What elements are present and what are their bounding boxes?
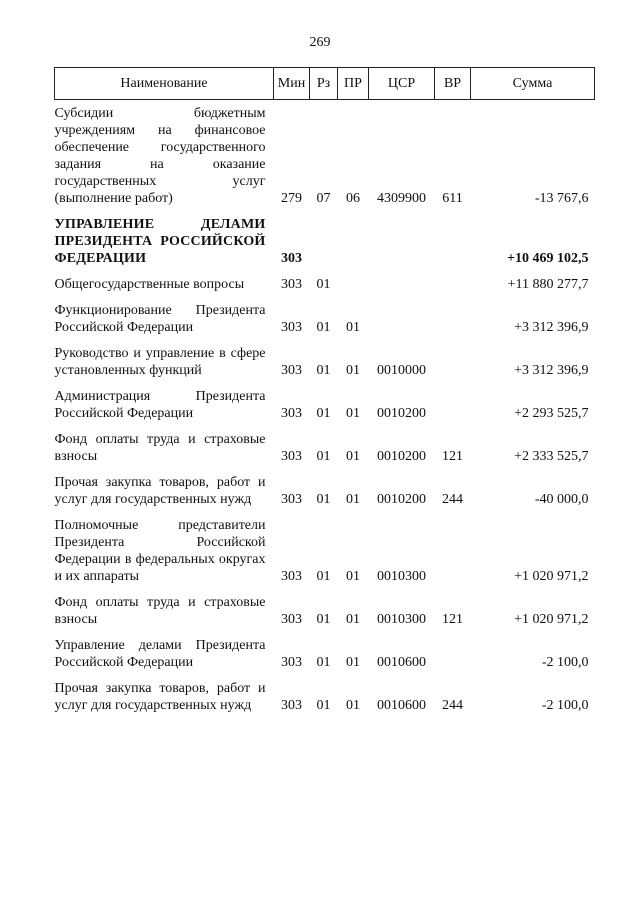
row-csr [369, 297, 435, 340]
row-rz [310, 211, 338, 271]
row-min: 303 [281, 363, 302, 378]
row-vr: 611 [442, 191, 463, 206]
row-vr [435, 340, 471, 383]
row-name: Прочая закупка товаров, работ и услуг для государственных нужд [54, 681, 266, 713]
row-rz: 01 [316, 569, 331, 584]
row-csr: 0010200 [377, 492, 426, 507]
table-row [55, 512, 595, 589]
row-pr: 01 [346, 492, 360, 507]
row-pr [338, 211, 369, 271]
row-min: 303 [281, 277, 302, 292]
row-vr: 121 [442, 449, 463, 464]
row-min: 303 [281, 698, 302, 713]
table-row [55, 589, 595, 632]
row-name: Фонд оплаты труда и страховые взносы [54, 432, 266, 464]
table-row [55, 675, 595, 718]
row-pr: 06 [346, 191, 360, 206]
row-pr: 01 [346, 698, 360, 713]
row-min: 303 [281, 655, 302, 670]
row-min: 303 [281, 449, 302, 464]
row-sum: -2 100,0 [541, 698, 589, 713]
row-vr: 244 [442, 698, 463, 713]
row-rz: 01 [316, 698, 331, 713]
table-row [55, 297, 595, 340]
row-csr: 0010000 [377, 363, 426, 378]
header-name: Наименование [55, 68, 274, 100]
row-csr [369, 271, 435, 297]
row-csr: 0010200 [377, 449, 426, 464]
row-rz: 01 [316, 277, 331, 292]
table-row [55, 426, 595, 469]
row-vr [435, 512, 471, 589]
row-sum: -40 000,0 [534, 492, 589, 507]
row-min: 303 [281, 320, 302, 335]
row-name: Администрация Президента Российской Федерации [54, 389, 266, 421]
header-min: Мин [274, 68, 310, 100]
row-name: Общегосударственные вопросы [54, 277, 245, 292]
budget-table [54, 67, 595, 718]
row-min: 303 [281, 251, 302, 266]
row-rz: 01 [316, 406, 331, 421]
row-csr: 0010300 [377, 612, 426, 627]
row-csr: 0010300 [377, 569, 426, 584]
page-number: 269 [309, 35, 331, 50]
header-sum: Сумма [471, 68, 595, 100]
row-name: УПРАВЛЕНИЕ ДЕЛАМИ ПРЕЗИДЕНТА РОССИЙСКОЙ ФЕДЕРАЦИИ [54, 217, 266, 266]
row-sum: +2 293 525,7 [514, 406, 589, 421]
table-row [55, 632, 595, 675]
row-vr: 244 [442, 492, 463, 507]
row-name: Функционирование Президента Российской Федерации [54, 303, 266, 335]
row-vr [435, 297, 471, 340]
row-sum: +1 020 971,2 [514, 612, 589, 627]
row-csr: 0010200 [377, 406, 426, 421]
row-sum: +3 312 396,9 [514, 363, 589, 378]
table-row [55, 211, 595, 271]
row-pr: 01 [346, 320, 360, 335]
row-pr [338, 271, 369, 297]
row-sum: +10 469 102,5 [507, 251, 589, 266]
row-csr: 0010600 [377, 698, 426, 713]
table-header-row [55, 68, 595, 100]
row-vr [435, 211, 471, 271]
row-pr: 01 [346, 449, 360, 464]
table-row [55, 100, 595, 212]
table-row [55, 469, 595, 512]
row-min: 303 [281, 569, 302, 584]
row-rz: 01 [316, 320, 331, 335]
row-pr: 01 [346, 406, 360, 421]
row-name: Управление делами Президента Российской Федерации [54, 638, 266, 670]
row-rz: 01 [316, 655, 331, 670]
row-min: 303 [281, 406, 302, 421]
row-csr: 0010600 [377, 655, 426, 670]
row-vr [435, 383, 471, 426]
header-pr: ПР [338, 68, 369, 100]
row-sum: +2 333 525,7 [514, 449, 589, 464]
row-csr [369, 211, 435, 271]
row-sum: +11 880 277,7 [507, 277, 589, 292]
table-row [55, 271, 595, 297]
row-name: Полномочные представители Президента Российской Федерации в федеральных округах и их аппараты [54, 518, 266, 584]
row-pr: 01 [346, 655, 360, 670]
row-min: 279 [281, 191, 302, 206]
row-name: Субсидии бюджетным учреждениям на финансовое обеспечение государственного задания на оказание государственных услуг (выполнение работ) [54, 106, 266, 206]
row-sum: -2 100,0 [541, 655, 589, 670]
row-name: Фонд оплаты труда и страховые взносы [54, 595, 266, 627]
row-sum: -13 767,6 [534, 191, 589, 206]
row-rz: 07 [316, 191, 331, 206]
row-name: Прочая закупка товаров, работ и услуг для государственных нужд [54, 475, 266, 507]
row-vr [435, 271, 471, 297]
row-vr [435, 632, 471, 675]
row-csr: 4309900 [377, 191, 426, 206]
row-vr: 121 [442, 612, 463, 627]
header-csr: ЦСР [369, 68, 435, 100]
row-pr: 01 [346, 363, 360, 378]
row-min: 303 [281, 612, 302, 627]
row-rz: 01 [316, 492, 331, 507]
row-name: Руководство и управление в сфере установленных функций [54, 346, 266, 378]
row-pr: 01 [346, 612, 360, 627]
row-min: 303 [281, 492, 302, 507]
row-pr: 01 [346, 569, 360, 584]
header-vr: ВР [435, 68, 471, 100]
table-row [55, 383, 595, 426]
row-sum: +3 312 396,9 [514, 320, 589, 335]
header-rz: Рз [310, 68, 338, 100]
row-sum: +1 020 971,2 [514, 569, 589, 584]
table-row [55, 340, 595, 383]
row-rz: 01 [316, 612, 331, 627]
row-rz: 01 [316, 449, 331, 464]
row-rz: 01 [316, 363, 331, 378]
